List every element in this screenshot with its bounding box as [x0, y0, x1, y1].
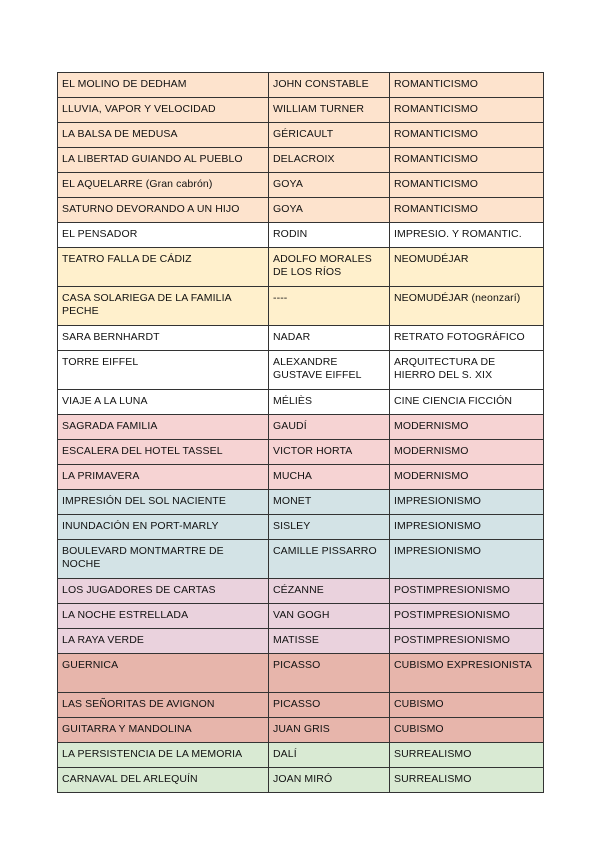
art-style-cell: ROMANTICISMO: [390, 98, 544, 123]
artwork-title-cell: CASA SOLARIEGA DE LA FAMILIA PECHE: [58, 287, 269, 326]
artwork-title-cell: GUITARRA Y MANDOLINA: [58, 718, 269, 743]
art-style-cell: ROMANTICISMO: [390, 198, 544, 223]
table-row: [58, 768, 544, 793]
artwork-title-cell: LA LIBERTAD GUIANDO AL PUEBLO: [58, 148, 269, 173]
table-row: [58, 718, 544, 743]
artist-cell: ADOLFO MORALES DE LOS RÍOS: [269, 248, 390, 287]
art-style-cell: MODERNISMO: [390, 465, 544, 490]
artwork-title-cell: ESCALERA DEL HOTEL TASSEL: [58, 440, 269, 465]
art-style-cell: ARQUITECTURA DE HIERRO DEL S. XIX: [390, 351, 544, 390]
artist-cell: GOYA: [269, 173, 390, 198]
table-row: [58, 123, 544, 148]
artist-cell: JOAN MIRÓ: [269, 768, 390, 793]
art-style-cell: CUBISMO: [390, 693, 544, 718]
artwork-title-cell: VIAJE A LA LUNA: [58, 390, 269, 415]
artwork-title-cell: LA BALSA DE MEDUSA: [58, 123, 269, 148]
artwork-title-cell: CARNAVAL DEL ARLEQUÍN: [58, 768, 269, 793]
art-style-cell: SURREALISMO: [390, 743, 544, 768]
artist-cell: PICASSO: [269, 693, 390, 718]
artist-cell: WILLIAM TURNER: [269, 98, 390, 123]
artist-cell: MATISSE: [269, 629, 390, 654]
artwork-title-cell: IMPRESIÓN DEL SOL NACIENTE: [58, 490, 269, 515]
table-row: [58, 693, 544, 718]
table-row: [58, 390, 544, 415]
art-style-cell: IMPRESIONISMO: [390, 540, 544, 579]
art-style-cell: ROMANTICISMO: [390, 73, 544, 98]
table-row: [58, 604, 544, 629]
artist-cell: SISLEY: [269, 515, 390, 540]
artwork-title-cell: TEATRO FALLA DE CÁDIZ: [58, 248, 269, 287]
artist-cell: ALEXANDRE GUSTAVE EIFFEL: [269, 351, 390, 390]
artworks-table-body: [58, 73, 544, 793]
artwork-title-cell: INUNDACIÓN EN PORT-MARLY: [58, 515, 269, 540]
artwork-title-cell: LA RAYA VERDE: [58, 629, 269, 654]
artist-cell: VICTOR HORTA: [269, 440, 390, 465]
artist-cell: CAMILLE PISSARRO: [269, 540, 390, 579]
table-row: [58, 465, 544, 490]
artist-cell: JOHN CONSTABLE: [269, 73, 390, 98]
table-row: [58, 198, 544, 223]
artist-cell: PICASSO: [269, 654, 390, 693]
art-style-cell: SURREALISMO: [390, 768, 544, 793]
art-style-cell: MODERNISMO: [390, 415, 544, 440]
artwork-title-cell: EL PENSADOR: [58, 223, 269, 248]
artwork-title-cell: TORRE EIFFEL: [58, 351, 269, 390]
artwork-title-cell: LLUVIA, VAPOR Y VELOCIDAD: [58, 98, 269, 123]
table-row: [58, 540, 544, 579]
artist-cell: CÉZANNE: [269, 579, 390, 604]
table-row: [58, 579, 544, 604]
table-row: [58, 98, 544, 123]
art-style-cell: POSTIMPRESIONISMO: [390, 629, 544, 654]
table-row: [58, 148, 544, 173]
artwork-title-cell: GUERNICA: [58, 654, 269, 693]
table-row: [58, 173, 544, 198]
artist-cell: MUCHA: [269, 465, 390, 490]
artist-cell: NADAR: [269, 326, 390, 351]
table-row: [58, 415, 544, 440]
art-style-cell: IMPRESIO. Y ROMANTIC.: [390, 223, 544, 248]
art-style-cell: IMPRESIONISMO: [390, 490, 544, 515]
artwork-title-cell: LA NOCHE ESTRELLADA: [58, 604, 269, 629]
table-row: [58, 351, 544, 390]
art-style-cell: CINE CIENCIA FICCIÓN: [390, 390, 544, 415]
art-style-cell: POSTIMPRESIONISMO: [390, 579, 544, 604]
artwork-title-cell: SATURNO DEVORANDO A UN HIJO: [58, 198, 269, 223]
art-style-cell: RETRATO FOTOGRÁFICO: [390, 326, 544, 351]
artist-cell: GAUDÍ: [269, 415, 390, 440]
art-style-cell: ROMANTICISMO: [390, 123, 544, 148]
table-row: [58, 515, 544, 540]
artist-cell: RODIN: [269, 223, 390, 248]
art-style-cell: ROMANTICISMO: [390, 148, 544, 173]
table-row: [58, 629, 544, 654]
table-row: [58, 743, 544, 768]
artwork-title-cell: LOS JUGADORES DE CARTAS: [58, 579, 269, 604]
artwork-title-cell: LA PRIMAVERA: [58, 465, 269, 490]
artist-cell: GOYA: [269, 198, 390, 223]
art-style-cell: NEOMUDÉJAR: [390, 248, 544, 287]
artwork-title-cell: BOULEVARD MONTMARTRE DE NOCHE: [58, 540, 269, 579]
table-row: [58, 248, 544, 287]
art-style-cell: CUBISMO: [390, 718, 544, 743]
artwork-title-cell: EL AQUELARRE (Gran cabrón): [58, 173, 269, 198]
art-style-cell: IMPRESIONISMO: [390, 515, 544, 540]
table-row: [58, 326, 544, 351]
art-style-cell: CUBISMO EXPRESIONISTA: [390, 654, 544, 693]
art-style-cell: NEOMUDÉJAR (neonzarí): [390, 287, 544, 326]
artwork-title-cell: EL MOLINO DE DEDHAM: [58, 73, 269, 98]
artist-cell: GÉRICAULT: [269, 123, 390, 148]
table-row: [58, 287, 544, 326]
table-row: [58, 490, 544, 515]
art-style-cell: MODERNISMO: [390, 440, 544, 465]
table-row: [58, 223, 544, 248]
artworks-table: [57, 72, 544, 793]
artwork-title-cell: SAGRADA FAMILIA: [58, 415, 269, 440]
artist-cell: VAN GOGH: [269, 604, 390, 629]
art-style-cell: POSTIMPRESIONISMO: [390, 604, 544, 629]
table-row: [58, 73, 544, 98]
table-row: [58, 440, 544, 465]
artist-cell: DELACROIX: [269, 148, 390, 173]
artist-cell: ----: [269, 287, 390, 326]
artwork-title-cell: LAS SEÑORITAS DE AVIGNON: [58, 693, 269, 718]
art-style-cell: ROMANTICISMO: [390, 173, 544, 198]
artist-cell: MÉLIÈS: [269, 390, 390, 415]
artist-cell: JUAN GRIS: [269, 718, 390, 743]
artwork-title-cell: SARA BERNHARDT: [58, 326, 269, 351]
artist-cell: MONET: [269, 490, 390, 515]
artwork-title-cell: LA PERSISTENCIA DE LA MEMORIA: [58, 743, 269, 768]
table-row: [58, 654, 544, 693]
artist-cell: DALÍ: [269, 743, 390, 768]
